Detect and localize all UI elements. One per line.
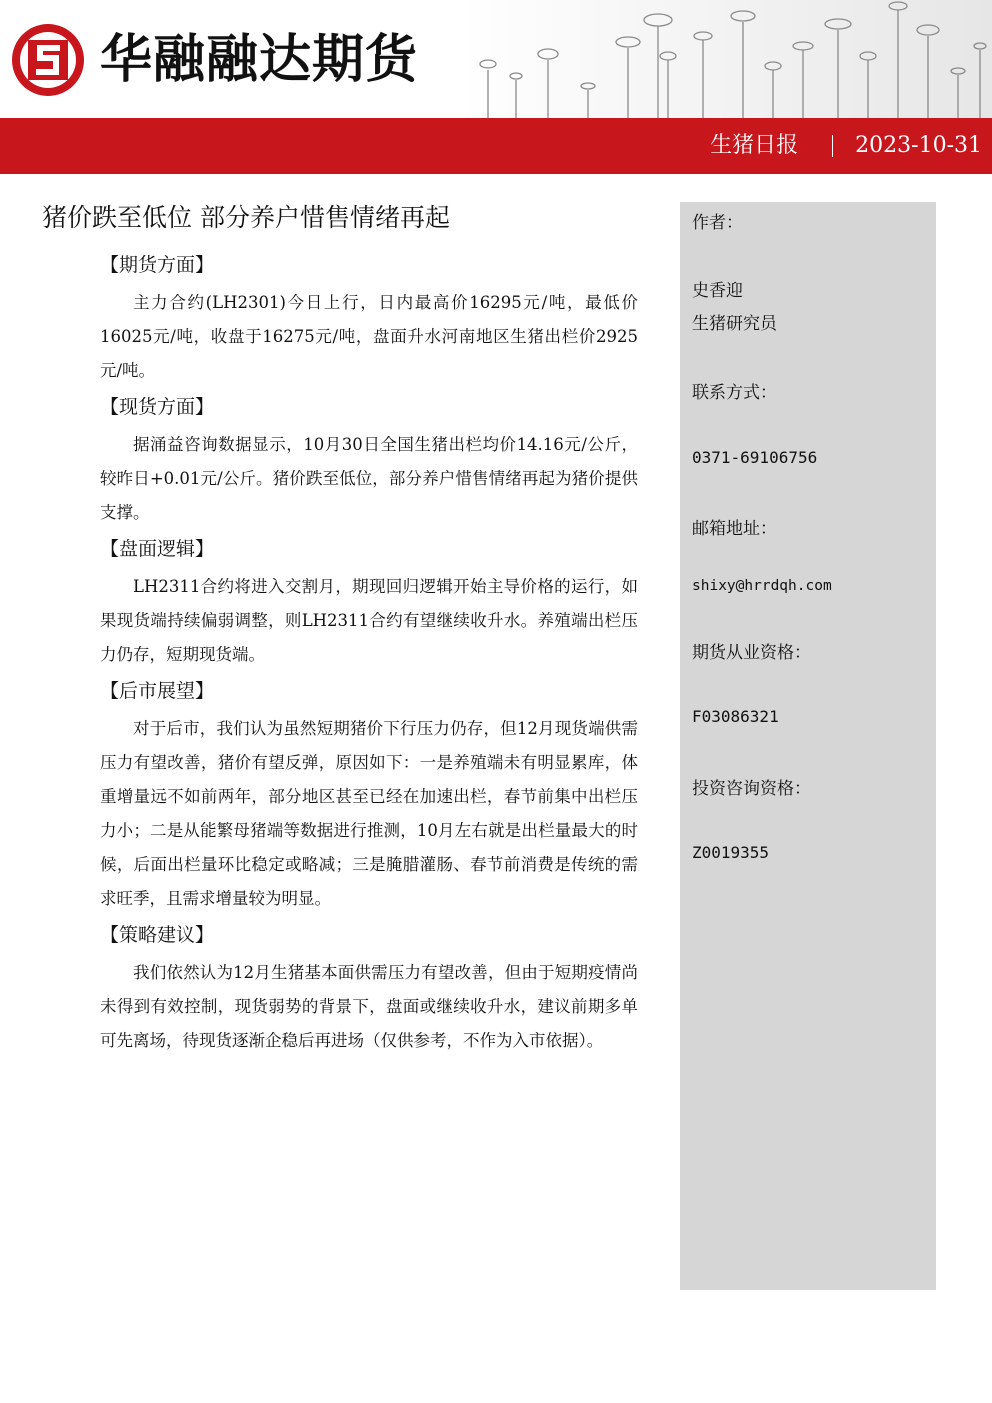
contact-label: 联系方式： — [692, 383, 777, 403]
section-heading-futures: 【期货方面】 — [100, 254, 215, 276]
banner-divider — [832, 135, 833, 157]
section-heading-spot: 【现货方面】 — [100, 396, 215, 418]
email-address[interactable]: shixy@hrrdqh.com — [692, 578, 832, 594]
section-text-futures: 主力合约(LH2301)今日上行，日内最高价16295元/吨，最低价16025元/吨，收盘于16275元/吨，盘面升水河南地区生猪出栏价2925元/吨。 — [100, 293, 638, 380]
report-type: 生猪日报 — [710, 133, 799, 158]
report-header — [0, 0, 992, 118]
advisory-qualification-number: Z0019355 — [692, 843, 770, 862]
futures-qualification-number: F03086321 — [692, 707, 779, 726]
section-text-strategy: 我们依然认为12月生猪基本面供需压力有望改善，但由于短期疫情尚未得到有效控制，现货弱势的背景下，盘面或继续收升水，建议前期多单可先离场，待现货逐渐企稳后再进场（仅供参考，不作为入市依据）。 — [100, 963, 638, 1050]
phone-number: 0371-69106756 — [692, 448, 818, 467]
decorative-pattern — [458, 0, 992, 118]
futures-qualification-label: 期货从业资格： — [692, 643, 811, 663]
section-heading-outlook: 【后市展望】 — [100, 680, 215, 702]
section-text-outlook: 对于后市，我们认为虽然短期猪价下行压力仍存，但12月现货端供需压力有望改善，猪价有望反弹，原因如下：一是养殖端未有明显累库，体重增量远不如前两年，部分地区甚至已经在加速出栏，春节前集中出栏压力小；二是从能繁母猪端等数据进行推测，10月左右就是出栏量最大的时候，后面出栏量环比稳定或略减；三是腌腊灌肠、春节前消费是传统的需求旺季，且需求增量较为明显。 — [100, 719, 638, 908]
author-sidebar — [680, 202, 936, 1290]
company-logo-icon — [10, 22, 86, 98]
article-body — [100, 250, 638, 1062]
article-title: 猪价跌至低位 部分养户惜售情绪再起 — [42, 203, 450, 232]
author-label: 作者： — [692, 213, 743, 233]
email-label: 邮箱地址： — [692, 519, 777, 539]
author-title: 生猪研究员 — [692, 314, 777, 334]
report-banner — [0, 118, 992, 174]
brand-name: 华融融达期货 — [100, 30, 419, 90]
section-text-spot: 据涌益咨询数据显示，10月30日全国生猪出栏均价14.16元/公斤，较昨日+0.01元/公斤。猪价跌至低位，部分养户惜售情绪再起为猪价提供支撑。 — [100, 435, 638, 522]
section-heading-strategy: 【策略建议】 — [100, 924, 215, 946]
author-name: 史香迎 — [692, 281, 743, 301]
section-heading-logic: 【盘面逻辑】 — [100, 538, 215, 560]
report-date: 2023-10-31 — [855, 133, 982, 158]
advisory-qualification-label: 投资咨询资格： — [692, 779, 811, 799]
section-text-logic: LH2311合约将进入交割月，期现回归逻辑开始主导价格的运行，如果现货端持续偏弱调整，则LH2311合约有望继续收升水。养殖端出栏压力仍存，短期现货端。 — [100, 577, 638, 664]
